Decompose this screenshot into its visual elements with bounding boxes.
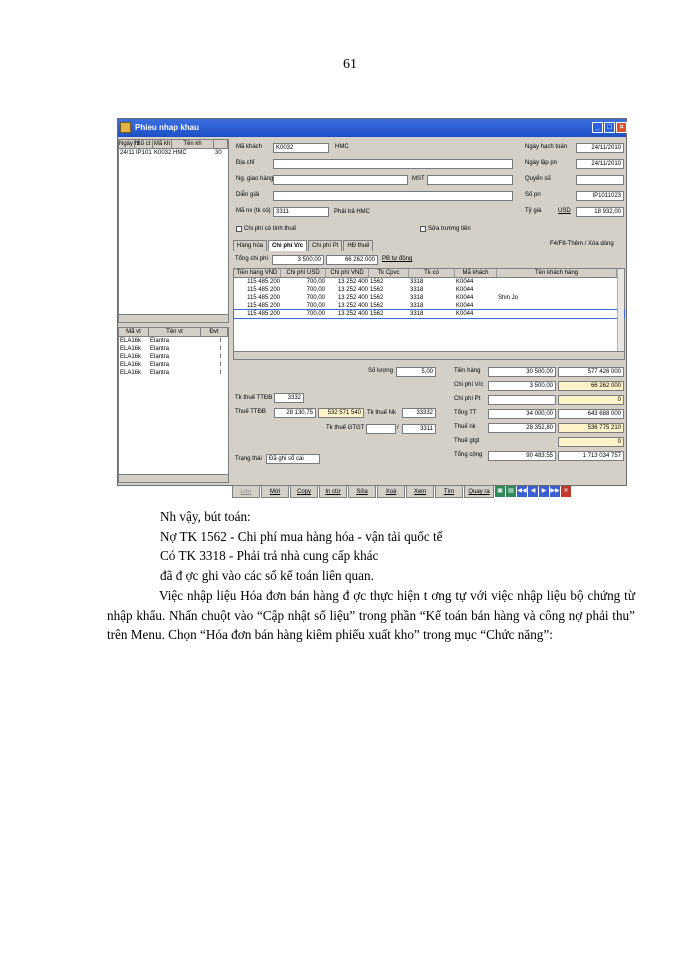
goods-amount-label: Tiền hàng: [454, 368, 481, 374]
cell: K0044: [456, 303, 474, 309]
cell: 700,00: [306, 311, 325, 317]
credit-account-field[interactable]: 3311: [273, 207, 329, 217]
quantity-label: Số lượng: [368, 368, 393, 374]
cell: 3318: [410, 287, 424, 293]
voucher-no-label: Số pn: [525, 192, 541, 198]
cell: Elantra: [150, 346, 170, 352]
grid-view-icon[interactable]: ▣: [495, 486, 505, 497]
grand-total-vnd[interactable]: 1 713 034 757: [558, 451, 624, 461]
status-select[interactable]: Đã ghi sổ cái: [266, 454, 320, 464]
grand-total-label: Tổng cộng: [454, 452, 483, 458]
text-line-3: Có TK 3318 - Phải trả nhà cung cấp khác: [160, 548, 379, 563]
col-header[interactable]: [214, 140, 228, 148]
customer-code-field[interactable]: K0032: [273, 143, 329, 153]
voucher-form: [232, 139, 626, 495]
cell: 1562: [370, 295, 384, 301]
grid-header: [234, 269, 624, 278]
cell: [497, 302, 617, 310]
cell: l: [220, 354, 222, 360]
freight-cost-vnd[interactable]: 66 262 000: [558, 381, 624, 391]
credit-account-label: Mã nx (tk có): [236, 208, 271, 214]
grid-col-header[interactable]: Tk Cpvc: [369, 269, 409, 277]
grid-row[interactable]: [234, 294, 624, 302]
other-cost-usd[interactable]: [488, 395, 556, 405]
edit-amount-label: Sửa trường tiền: [428, 226, 471, 232]
cell: 115 485 200: [247, 287, 280, 293]
cell: l: [220, 338, 222, 344]
address-label: Địa chỉ: [236, 160, 255, 166]
other-cost-vnd[interactable]: 0: [558, 395, 624, 405]
item-list-panel[interactable]: [118, 327, 229, 483]
tax-code-label: MST: [412, 176, 425, 182]
text-line-2: Nợ TK 1562 - Chi phí mua hàng hóa - vận tải quốc tế: [160, 529, 443, 544]
page-number: 61: [343, 57, 357, 72]
import-invoice-window-screenshot: [117, 118, 627, 495]
cell: ELA16k: [120, 362, 142, 368]
grid-col-header[interactable]: Chi phí VND: [326, 269, 369, 277]
voucher-list-panel[interactable]: [118, 139, 229, 323]
total-cost-label: Tổng chi phí: [235, 256, 269, 262]
import-tax-usd[interactable]: 28 352,80: [488, 423, 556, 433]
maximize-icon[interactable]: □: [604, 122, 615, 133]
cell: 3318: [410, 311, 424, 317]
cell: l: [220, 362, 222, 368]
cell: ELA16k: [120, 346, 142, 352]
description-label: Diễn giải: [236, 192, 260, 198]
grid-row-selected[interactable]: [234, 310, 624, 318]
grid-col-header[interactable]: Chi phí USD: [281, 269, 326, 277]
first-record-icon[interactable]: ◀◀: [517, 486, 527, 497]
item-row[interactable]: [119, 353, 228, 361]
cell: K0044: [456, 311, 474, 317]
view-button[interactable]: Xem: [406, 485, 434, 498]
vat-account-label: Tk thuế GTGT: [326, 425, 365, 431]
col-header[interactable]: Ngày ht: [119, 141, 140, 147]
grid-horizontal-scrollbar[interactable]: [234, 351, 624, 359]
item-row[interactable]: [119, 369, 228, 377]
excise-tax-account-field[interactable]: 3332: [274, 393, 304, 403]
cell: IP101: [136, 150, 152, 156]
cell: 115 485 200: [247, 279, 280, 285]
item-row[interactable]: [119, 345, 228, 353]
cell: [497, 286, 617, 294]
horizontal-scrollbar[interactable]: [119, 314, 228, 322]
freight-cost-usd[interactable]: 3 500,00: [488, 381, 556, 391]
cell: Elantra: [150, 362, 170, 368]
new-button[interactable]: Mới: [261, 485, 289, 498]
cell: 700,00: [306, 303, 325, 309]
status-label: Trạng thái: [235, 456, 262, 462]
cell: l: [220, 370, 222, 376]
exchange-rate-label: Tỷ giá: [525, 208, 542, 214]
cell: Elantra: [150, 354, 170, 360]
tab-other-cost[interactable]: Chi phí Pt: [308, 240, 342, 251]
cell: 115 485 200: [247, 311, 280, 317]
import-tax-account-label: Tk thuế Nk: [367, 410, 397, 416]
cell: HMC: [173, 150, 187, 156]
address-field[interactable]: [273, 159, 513, 169]
tax-code-field[interactable]: [427, 175, 513, 185]
cell: 3318: [410, 303, 424, 309]
cell: 3318: [410, 295, 424, 301]
vat-account-separator: /: [397, 425, 399, 431]
excise-tax-vnd-field[interactable]: 532 571 540: [318, 408, 364, 418]
cell: [497, 310, 617, 318]
total-payment-label: Tổng TT: [454, 410, 477, 416]
window-title: Phieu nhap khau: [135, 123, 200, 132]
voucher-no-field[interactable]: IP1011023: [576, 191, 624, 201]
save-button[interactable]: Lưu: [232, 485, 260, 498]
cell: [497, 278, 617, 286]
import-tax-account-field[interactable]: 33332: [402, 408, 436, 418]
cell: 1562: [370, 311, 384, 317]
cell: ELA16k: [120, 370, 142, 376]
close-icon[interactable]: ×: [616, 122, 627, 133]
cell: 3318: [410, 279, 424, 285]
col-header[interactable]: Tên kh: [172, 140, 214, 148]
action-bar: [232, 485, 626, 499]
exchange-rate-field[interactable]: 18 932,00: [576, 207, 624, 217]
posting-date-label: Ngày hạch toán: [525, 144, 568, 150]
cell: ELA16k: [120, 354, 142, 360]
grid-col-header[interactable]: Tk có: [409, 269, 455, 277]
cell: K0044: [456, 279, 474, 285]
cell: K0044: [456, 295, 474, 301]
cell: 1562: [370, 287, 384, 293]
cell: 700,00: [306, 295, 325, 301]
copy-button[interactable]: Copy: [290, 485, 318, 498]
voucher-date-label: Ngày lập pn: [525, 160, 558, 166]
tab-tax-invoice[interactable]: HĐ thuế: [343, 240, 373, 251]
col-header[interactable]: Mã kh: [153, 141, 171, 147]
grid-row[interactable]: [234, 278, 624, 286]
posting-date-field[interactable]: 24/11/2010: [576, 143, 624, 153]
item-row[interactable]: [119, 337, 228, 345]
cell: 30: [215, 150, 222, 156]
tab-freight-cost[interactable]: Chi phí V/c: [268, 240, 307, 251]
total-payment-vnd[interactable]: 643 688 000: [558, 409, 624, 419]
list-view-icon[interactable]: ▤: [506, 486, 516, 497]
description-field[interactable]: [273, 191, 513, 201]
other-cost-label: Chi phí Pt: [454, 396, 481, 402]
text-line-1: Nh vậy, bút toán:: [160, 509, 251, 524]
grid-col-header[interactable]: Mã khách: [455, 269, 497, 277]
cost-taxable-checkbox[interactable]: [236, 226, 242, 232]
close-record-icon[interactable]: ✕: [561, 486, 571, 497]
book-no-label: Quyển số: [525, 176, 551, 182]
text-line-4: đã đ ợc ghi vào các sổ kế toán liên quan.: [160, 568, 374, 583]
excise-tax-account-label: Tk thuế TTĐB: [235, 395, 273, 401]
item-row[interactable]: [119, 361, 228, 369]
cell: K0032: [154, 150, 172, 156]
total-payment-usd[interactable]: 34 000,00: [488, 409, 556, 419]
previous-record-icon[interactable]: ◀: [528, 486, 538, 497]
cell: K0044: [456, 287, 474, 293]
grand-total-usd[interactable]: 90 483,55: [488, 451, 556, 461]
cell: 700,00: [306, 287, 325, 293]
col-header[interactable]: Đvt: [201, 328, 228, 336]
tab-goods[interactable]: Hàng hóa: [233, 240, 267, 251]
cell: 115 485 200: [247, 303, 280, 309]
grid-col-header[interactable]: Tên khách hàng: [497, 269, 617, 277]
exit-button[interactable]: Quay ra: [464, 485, 494, 498]
cell: 13 252 400: [337, 279, 368, 285]
customer-code-label: Mã khách: [236, 144, 263, 150]
grid-col-header[interactable]: Tiền hàng VND: [234, 269, 281, 277]
edit-button[interactable]: Sửa: [348, 485, 376, 498]
item-list-header: [119, 328, 228, 337]
cost-taxable-label: Chi phí có tính thuế: [244, 226, 297, 232]
vat-vnd[interactable]: 0: [558, 437, 624, 447]
cell: 13 252 400: [337, 295, 368, 301]
add-delete-row-hint: F4/F8-Thêm / Xóa dòng: [550, 241, 614, 247]
vat-account-field-2[interactable]: 3311: [402, 424, 436, 434]
freight-cost-grid[interactable]: [233, 268, 625, 360]
cell: 1562: [370, 279, 384, 285]
minimize-icon[interactable]: _: [592, 122, 603, 133]
goods-amount-vnd[interactable]: 577 426 000: [558, 367, 624, 377]
app-icon: [120, 122, 131, 133]
col-header[interactable]: Mã vt: [119, 328, 149, 336]
total-cost-usd-field[interactable]: 3 500,00: [272, 255, 324, 265]
deliverer-field[interactable]: [273, 175, 408, 185]
horizontal-scrollbar[interactable]: [119, 474, 228, 482]
col-header[interactable]: Tên vt: [149, 328, 201, 336]
next-record-icon[interactable]: ▶: [539, 486, 549, 497]
cell: 13 252 400: [337, 311, 368, 317]
quantity-field[interactable]: 5,00: [396, 367, 436, 377]
body-paragraph: Việc nhập liệu Hóa đơn bán hàng đ ợc thực hiện t ơng tự với việc nhập liệu bộ chứng từ nhập khẩu. Nhấn chuột vào “Cập nhật số liệu” trong phần “Kế toán bán hàng và công nợ phải thu” trên Menu. Chọn “Hóa đơn bán hàng kiêm phiếu xuất kho” trong mục “Chức năng”:: [107, 588, 635, 643]
cell: Elantra: [150, 338, 170, 344]
print-button[interactable]: In ctừ: [319, 485, 347, 498]
detail-tabs: [233, 240, 374, 251]
cell: 115 485 200: [247, 295, 280, 301]
col-header[interactable]: Số ct: [135, 140, 153, 148]
last-record-icon[interactable]: ▶▶: [550, 486, 560, 497]
vat-account-field-1[interactable]: [366, 424, 396, 434]
auto-allocate-button[interactable]: PB tự động: [382, 256, 413, 262]
edit-amount-checkbox[interactable]: [420, 226, 426, 232]
grid-row[interactable]: [234, 302, 624, 310]
freight-cost-label: Chi phí V/c: [454, 382, 484, 388]
excise-tax-label: Thuế TTĐB: [235, 409, 266, 415]
cell: Elantra: [150, 370, 170, 376]
cell: ELA16k: [120, 338, 142, 344]
delete-button[interactable]: Xoá: [377, 485, 405, 498]
total-cost-vnd-field[interactable]: 66 262 000: [326, 255, 378, 265]
goods-amount-usd[interactable]: 30 500,00: [488, 367, 556, 377]
grid-row[interactable]: [234, 286, 624, 294]
voucher-row[interactable]: [119, 149, 228, 157]
grid-vertical-scrollbar[interactable]: [617, 269, 624, 359]
payable-label: Phải trả HMC: [334, 209, 371, 215]
vat-label: Thuế gtgt: [454, 438, 480, 444]
cell: 24/11: [120, 150, 135, 156]
voucher-list-header: [119, 140, 228, 149]
cell: 13 252 400: [337, 287, 368, 293]
cell: l: [220, 346, 222, 352]
cell: 1562: [370, 303, 384, 309]
find-button[interactable]: Tìm: [435, 485, 463, 498]
voucher-date-field[interactable]: 24/11/2010: [576, 159, 624, 169]
window-titlebar: [118, 119, 626, 137]
import-tax-label: Thuế nk: [454, 424, 476, 430]
currency-code[interactable]: USD: [558, 208, 571, 214]
cell: Shin Jo: [498, 295, 519, 301]
import-tax-vnd[interactable]: 536 775 210: [558, 423, 624, 433]
deliverer-label: Ng. giao hàng: [236, 176, 274, 182]
book-no-field[interactable]: [576, 175, 624, 185]
excise-tax-usd-field[interactable]: 28 130,75: [274, 408, 316, 418]
cell: 13 252 400: [337, 303, 368, 309]
cell: 700,00: [306, 279, 325, 285]
customer-name: HMC: [335, 144, 349, 150]
